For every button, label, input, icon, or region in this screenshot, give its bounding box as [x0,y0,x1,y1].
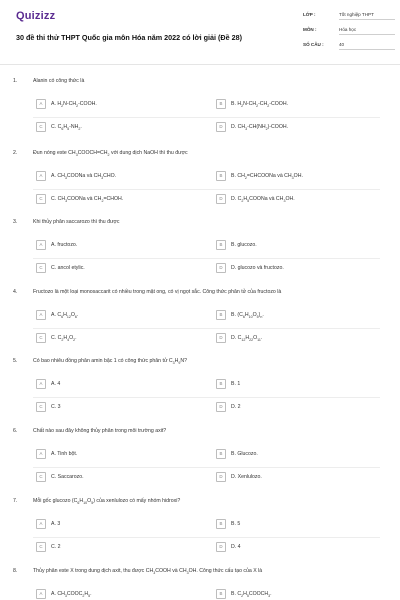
option-row-divider [33,537,380,538]
header-divider [0,64,400,65]
option-text: C. $C_6H_5-NH_2$. [51,123,82,131]
option-letter-box: A [36,99,46,109]
option-letter-box: D [216,333,226,343]
question-text: Alanin có công thức là [33,78,85,84]
question-text: Có bao nhiêu đồng phân amin bậc 1 có công thức phân tử $C_3H_9N$? [33,358,187,366]
option-letter-box: D [216,542,226,552]
option-row-divider [33,397,380,398]
question-number: 6. [13,428,18,434]
option-text: A. $CH_3COOC_2H_5$. [51,590,92,598]
question-text: Chất nào sau đây không thủy phân trong môi trường axit? [33,428,167,434]
meta-row-question-count [303,42,395,54]
option-text: B. Glucozo. [231,450,258,457]
option-text: D. $C_{12}H_{22}O_{11}$. [231,334,263,342]
option-letter-box: B [216,240,226,250]
option-letter-box: C [36,402,46,412]
option-text: B. $C_2H_5COOCH_3$. [231,590,272,598]
document-header [0,0,400,62]
question-text: Khi thủy phân saccarozo thì thu được [33,219,120,225]
option-text: C. ancol etylic. [51,264,85,271]
option-letter-box: B [216,379,226,389]
meta-label: SỐ CÂU : [303,42,324,47]
option-text: A. $C_6H_{12}O_6$. [51,311,79,319]
option-letter-box: D [216,472,226,482]
question-text: Đun nóng este $CH_3COOCH=CH_2$ với dung dịch NaOH thì thu được [33,150,188,158]
question-number: 4. [13,289,18,295]
meta-value: Tốt nghiệp THPT [339,12,395,20]
option-letter-box: D [216,402,226,412]
option-letter-box: A [36,589,46,599]
option-text: C. 3 [51,403,61,410]
option-letter-box: A [36,519,46,529]
option-letter-box: B [216,589,226,599]
option-letter-box: A [36,310,46,320]
meta-row-class [303,12,395,24]
question-number: 2. [13,150,18,156]
option-text: C. $CH_3COONa$ và $CH_2=CHOH$. [51,195,124,203]
option-letter-box: A [36,449,46,459]
option-text: C. 2 [51,543,61,550]
question-text: Thủy phân este X trong dung dịch axit, thu được $CH_3COOH$ và $CH_3OH$. Công thức cấu tạo của X là [33,568,263,576]
option-letter-box: D [216,194,226,204]
question-number: 8. [13,568,18,574]
option-letter-box: A [36,171,46,181]
option-text: B. $(C_6H_{10}O_5)_n$. [231,311,264,319]
option-text: C. $C_2H_4O_2$. [51,334,77,342]
option-text: B. glucozo. [231,241,257,248]
option-letter-box: D [216,122,226,132]
option-text: B. 1 [231,380,241,387]
option-text: D. 2 [231,403,241,410]
option-text: C. Saccarozo. [51,473,84,480]
option-letter-box: B [216,99,226,109]
question-text: Fructozo là một loại monosaccarit có nhiều trong mật ong, có vị ngọt sắc. Công thức phân tử của fructozo là [33,289,282,295]
option-text: D. 4 [231,543,241,550]
option-letter-box: B [216,310,226,320]
option-text: B. $CH_2=CHCOONa$ và $CH_3OH$. [231,172,303,180]
question-text: Mỗi gốc glucozo $(C_6H_{10}O_5)$ của xenlulozo có mấy nhóm hidroxi? [33,498,181,506]
option-row-divider [33,189,380,190]
option-text: B. $H_2N-CH_2-CH_2$-COOH. [231,100,289,108]
option-letter-box: C [36,263,46,273]
option-text: A. fructozo. [51,241,78,248]
quizizz-logo: Quizizz [16,10,56,22]
option-text: D. $C_2H_5COONa$ và $CH_3OH$. [231,195,295,203]
meta-value: Hóa học [339,27,395,35]
question-number: 7. [13,498,18,504]
option-letter-box: B [216,519,226,529]
option-letter-box: A [36,379,46,389]
option-letter-box: D [216,263,226,273]
option-letter-box: C [36,333,46,343]
question-number: 1. [13,78,18,84]
option-letter-box: C [36,122,46,132]
option-text: A. 4 [51,380,61,387]
option-letter-box: C [36,542,46,552]
question-number: 5. [13,358,18,364]
option-letter-box: B [216,449,226,459]
option-letter-box: A [36,240,46,250]
option-text: D. $CH_3-CH(NH_2)$-COOH. [231,123,289,131]
option-text: A. Tinh bột. [51,450,78,457]
meta-value: 40 [339,42,395,50]
option-letter-box: C [36,194,46,204]
option-text: B. 5 [231,520,241,527]
option-row-divider [33,328,380,329]
option-text: A. $H_2N-CH_2$-COOH. [51,100,97,108]
option-row-divider [33,117,380,118]
meta-panel [303,12,395,57]
question-number: 3. [13,219,18,225]
option-text: A. $CH_3COONa$ và $CH_3CHO$. [51,172,117,180]
meta-label: MÔN : [303,27,317,32]
meta-label: LỚP : [303,12,316,17]
option-text: D. glucozo và fructozo. [231,264,284,271]
option-row-divider [33,467,380,468]
meta-row-subject [303,27,395,39]
option-text: D. Xenlulozo. [231,473,262,480]
option-text: A. 3 [51,520,61,527]
option-letter-box: C [36,472,46,482]
option-letter-box: B [216,171,226,181]
document-title: 30 đề thi thử THPT Quốc gia môn Hóa năm 2022 có lời giải (Đề 28) [16,33,242,42]
option-row-divider [33,258,380,259]
